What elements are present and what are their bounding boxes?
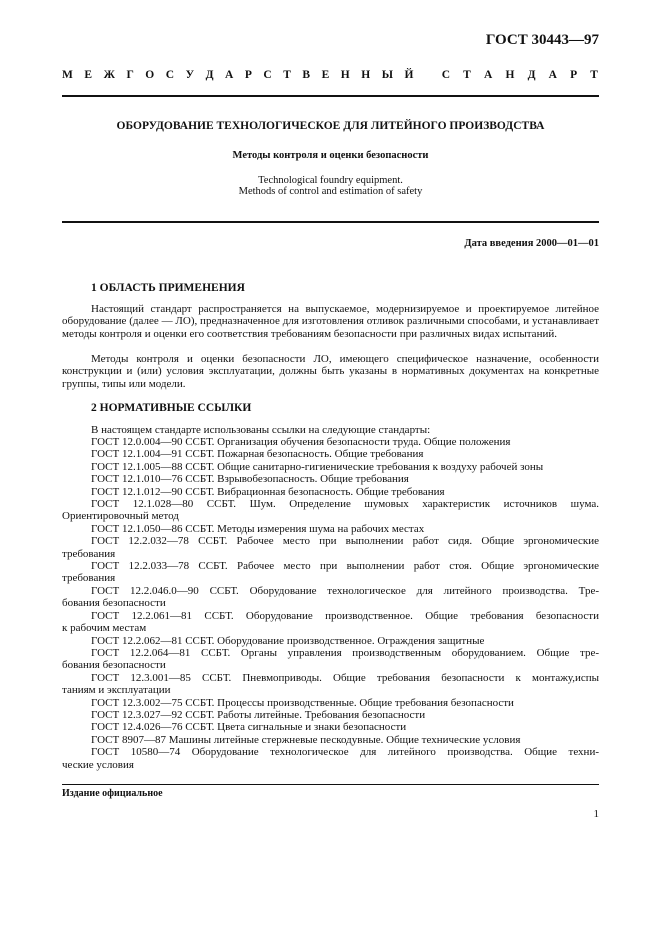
banner-word: С Т А Н Д А Р Т: [441, 69, 598, 81]
effective-date: Дата введения 2000—01—01: [464, 238, 599, 249]
section1-paragraph2-text: Методы контроля и оценки безопасности ЛО, имеющего специфическое назначение, особенности конструкции и (или) условия эксплуатации, должны быть указаны в нормативных документах на конкретные группы, типы или модели.: [62, 353, 599, 390]
edition-label: Издание официальное: [62, 788, 163, 799]
reference-continuation: к рабочим местам: [62, 622, 147, 635]
reference-continuation: таниям и эксплуатации: [62, 684, 171, 697]
english-title-line2: Methods of control and estimation of safety: [238, 186, 423, 197]
reference-item: [62, 523, 599, 535]
reference-line: ГОСТ 12.1.050—86 ССБТ. Методы измерения шума на рабочих местах: [91, 522, 425, 535]
reference-line: ГОСТ 12.2.046.0—90 ССБТ. Оборудование технологическое для литейного производства. Тре-: [91, 584, 599, 597]
reference-continuation: бования безопасности: [62, 597, 166, 610]
reference-line: ГОСТ 12.3.001—85 ССБТ. Пневмоприводы. Общие требования безопасности к монтажу,испы: [91, 671, 599, 684]
reference-item: [62, 535, 599, 560]
banner-word: М Е Ж Г О С У Д А Р С Т В Е Н Н Ы Й: [62, 69, 414, 81]
page-number: 1: [593, 808, 599, 820]
reference-item: [62, 498, 599, 523]
reference-item: [62, 461, 599, 473]
reference-line: ГОСТ 12.1.012—90 ССБТ. Вибрационная безопасность. Общие требования: [91, 485, 445, 498]
top-divider: [62, 95, 599, 97]
reference-item: [62, 560, 599, 585]
reference-item: [62, 647, 599, 672]
document-subtitle: Методы контроля и оценки безопасности: [232, 150, 429, 161]
reference-item: [62, 746, 599, 771]
section1-paragraph1: [62, 303, 599, 340]
reference-line: ГОСТ 12.2.032—78 ССБТ. Рабочее место при выполнении работ сидя. Общие эргономические: [91, 535, 599, 548]
reference-line: ГОСТ 12.4.026—76 ССБТ. Цвета сигнальные и знаки безопасности: [91, 721, 407, 734]
reference-continuation: бования безопасности: [62, 659, 166, 672]
section1-paragraph2: [62, 353, 599, 390]
reference-line: ГОСТ 12.1.010—76 ССБТ. Взрывобезопасность. Общие требования: [91, 473, 409, 486]
reference-continuation: ческие условия: [62, 758, 134, 771]
reference-item: [62, 721, 599, 733]
reference-item: [62, 585, 599, 610]
reference-line: ГОСТ 12.2.033—78 ССБТ. Рабочее место при выполнении работ стоя. Общие эргономические: [91, 560, 599, 573]
reference-line: ГОСТ 12.2.062—81 ССБТ. Оборудование производственное. Ограждения защитные: [91, 634, 485, 647]
reference-line: ГОСТ 12.1.005—88 ССБТ. Общие санитарно-гигиенические требования к воздуху рабочей зоны: [91, 460, 544, 473]
reference-item: [62, 486, 599, 498]
document-title: ОБОРУДОВАНИЕ ТЕХНОЛОГИЧЕСКОЕ ДЛЯ ЛИТЕЙНОГО ПРОИЗВОДСТВА: [116, 120, 545, 132]
reference-item: [62, 672, 599, 697]
section2-heading: 2 НОРМАТИВНЫЕ ССЫЛКИ: [91, 402, 252, 414]
reference-item: [62, 697, 599, 709]
section1-paragraph1-text: Настоящий стандарт распространяется на выпускаемое, модернизируемое и проектируемое литейное оборудование (далее — ЛО), предназначенное для изготовления отливок различными способами, и устанавливает методы контроля и оценки его соответствия требованиям безопасности при различных видах испытаний.: [62, 303, 599, 340]
reference-item: [62, 635, 599, 647]
reference-item: [62, 473, 599, 485]
reference-line: ГОСТ 12.2.064—81 ССБТ. Органы управления производственным оборудованием. Общие тре-: [91, 646, 599, 659]
reference-line: ГОСТ 10580—74 Оборудование технологическое для литейного производства. Общие техни-: [91, 746, 599, 759]
reference-line: ГОСТ 12.1.028—80 ССБТ. Шум. Определение шумовых характеристик источников шума.: [91, 498, 599, 511]
standard-banner: [62, 69, 598, 81]
reference-line: ГОСТ 12.3.027—92 ССБТ. Работы литейные. Требования безопасности: [91, 708, 426, 721]
reference-item: [62, 709, 599, 721]
reference-continuation: Ориентировочный метод: [62, 510, 179, 523]
reference-item: [62, 436, 599, 448]
section1-heading: 1 ОБЛАСТЬ ПРИМЕНЕНИЯ: [91, 282, 245, 294]
title-divider: [62, 221, 599, 223]
reference-line: ГОСТ 12.0.004—90 ССБТ. Организация обучения безопасности труда. Общие положения: [91, 436, 511, 448]
reference-list: [62, 436, 599, 771]
english-title-line1: Technological foundry equipment.: [258, 175, 403, 186]
footer-divider: [62, 784, 599, 785]
section2-intro: В настоящем стандарте использованы ссылки на следующие стандарты:: [91, 424, 431, 436]
reference-line: ГОСТ 12.1.004—91 ССБТ. Пожарная безопасность. Общие требования: [91, 448, 424, 461]
reference-line: ГОСТ 12.2.061—81 ССБТ. Оборудование производственное. Общие требования безопасности: [91, 609, 599, 622]
reference-item: [62, 734, 599, 746]
reference-item: [62, 448, 599, 460]
reference-continuation: требования: [62, 572, 116, 585]
reference-item: [62, 610, 599, 635]
document-code: ГОСТ 30443—97: [485, 32, 599, 48]
reference-continuation: требования: [62, 547, 116, 560]
reference-line: ГОСТ 12.3.002—75 ССБТ. Процессы производственные. Общие требования безопасности: [91, 696, 514, 709]
reference-line: ГОСТ 8907—87 Машины литейные стержневые пескодувные. Общие технические условия: [91, 733, 521, 746]
